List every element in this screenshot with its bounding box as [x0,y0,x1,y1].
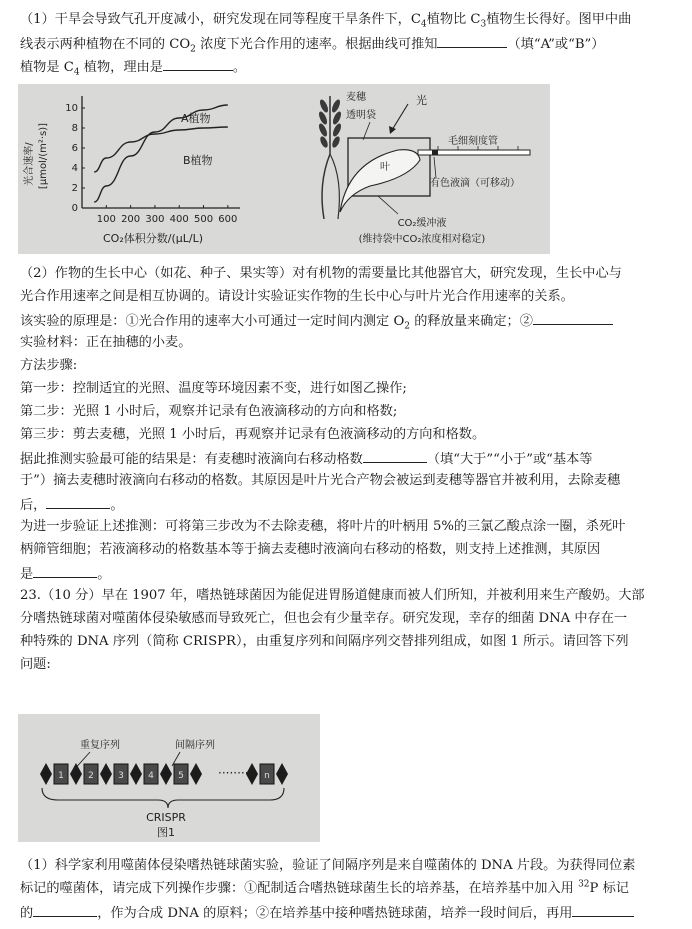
leaf-shape [340,150,420,212]
crispr-label: CRISPR [146,811,186,824]
capillary-label: 毛细刻度管 [448,136,498,147]
question-23-line1: 23.（10 分）早在 1907 年，嗜热链球菌因为能促进胃肠道健康而被人们所知，并被利用来生产酸奶。大部 [20,588,645,603]
question-part2-line12: 为进一步验证上述推测：可将第三步改为不去除麦穗，将叶片的叶柄用 5%的三氯乙酸点涂一圈，杀死叶 [20,519,626,534]
figure-crispr [18,714,320,842]
question-part2-line9: 据此推测实验最可能的结果是：有麦穗时液滴向右移动格数 （填“大于”“小于”或“基本等 [20,448,678,470]
answer-blank[interactable] [533,310,613,325]
bag-label: 透明袋 [346,110,376,121]
wheat-label: 麦穗 [346,92,366,103]
x-tick-label: 200 [121,214,141,225]
x-tick-label: 300 [145,214,165,225]
spacer-number: 2 [88,771,94,781]
y-tick-label: 4 [71,163,78,174]
y-tick-label: 8 [71,123,78,134]
answer-blank[interactable] [46,494,110,509]
question-part1-line2: 线表示两种植物在不同的 $CO_2$ 浓度下光合作用的速率。根据曲线可推知 （填“A”或“B”） [20,33,678,55]
light-label: 光 [416,94,427,107]
droplet-label: 有色液滴（可移动） [430,178,520,189]
crispr-brace [42,788,284,808]
repeat-sequence-diamond [40,763,52,785]
buffer-note: (维持袋中CO₂浓度相对稳定) [358,234,486,245]
question-part2-line5: 方法步骤: [20,358,78,373]
repeat-sequence-diamond [160,763,172,785]
y-axis-label-2: [μmol/(m²·s)] [38,122,49,190]
answer-blank[interactable] [437,33,507,48]
question-23-line4: 问题: [20,657,51,672]
colored-droplet [432,150,438,155]
repeat-label: 重复序列 [80,740,120,751]
repeat-sequence-diamond [130,763,142,785]
figure-caption: 图1 [157,826,175,839]
x-tick-label: 400 [169,214,189,225]
question-part2-line7: 第二步：光照 1 小时后，观察并记录有色液滴移动的方向和格数; [20,404,398,419]
spacer-number: 5 [178,771,184,781]
spacer-number: 3 [118,771,124,781]
question-23-part1-line3: 的 ，作为合成 DNA 的原料；②在培养基中接种嗜热链球菌，培养一段时间后，再用 [20,902,678,924]
question-23-line2: 分嗜热链球菌对噬菌体侵染敏感而导致死亡，但也会有少量幸存。研究发现，幸存的细菌 DNA 中存在一 [20,611,628,626]
y-tick-label: 10 [65,103,78,114]
y-tick-label: 0 [71,203,78,214]
answer-blank[interactable] [572,902,634,917]
buffer-label: CO₂缓冲液 [397,218,447,229]
x-tick-label: 500 [193,214,214,225]
x-tick-label: 100 [96,214,116,225]
repeat-sequence-diamond [70,763,82,785]
spacer-label: 间隔序列 [175,740,215,751]
curve-a-label: A植物 [181,112,211,125]
question-part2-line8: 第三步：剪去麦穗，光照 1 小时后，再观察并记录有色液滴移动的方向和格数。 [20,427,486,442]
question-part2-line13: 柄筛管细胞；若液滴移动的格数基本等于摘去麦穗时液滴向右移动的格数，则支持上述推测，其原因 [20,542,601,557]
spacer-number: 4 [148,771,154,781]
repeat-sequence-diamond [276,763,288,785]
question-part2-line1: （2）作物的生长中心（如花、种子、果实等）对有机物的需要量比其他器官大，研究发现，生长中心与 [20,266,622,281]
repeat-sequence-diamond [100,763,112,785]
spacer-number: n [264,771,270,781]
ellipsis-dots: ········· [218,766,253,780]
spacer-number: 1 [58,771,64,781]
photosynthesis-chart [22,96,240,245]
y-tick-label: 6 [71,143,78,154]
question-part2-line11: 后， 。 [20,494,678,516]
curve-b-label: B植物 [183,154,213,167]
x-tick-label: 600 [218,214,238,225]
y-axis-label-1: 光合速率/ [24,142,35,186]
x-axis-label: CO₂体积分数/(μL/L) [103,232,203,245]
apparatus-diagram [317,90,530,245]
wheat-ear-icon [317,96,342,219]
answer-blank[interactable] [33,563,97,578]
question-23-part1-line2: 标记的噬菌体，请完成下列操作步骤：①配制适合嗜热链球菌生长的培养基，在培养基中加入用 $^{32}$P 标记 [20,879,629,896]
crispr-svg [18,714,320,842]
question-part1-line1: （1）干旱会导致气孔开度减小，研究发现在同等程度干旱条件下，$C_4$植物比 $C_3$植物生长得好。图甲中曲 [20,12,632,30]
y-tick-label: 2 [71,183,78,194]
answer-blank[interactable] [33,902,97,917]
light-arrow-icon [392,104,408,130]
question-part2-line4: 实验材料：正在抽穗的小麦。 [20,335,192,350]
question-part2-line2: 光合作用速率之间是相互协调的。请设计实验证实作物的生长中心与叶片光合作用速率的关系。 [20,289,574,304]
answer-blank[interactable] [363,448,427,463]
repeat-sequence-diamond [190,763,202,785]
figure-photosynthesis [18,84,550,254]
question-part2-line14: 是 。 [20,563,678,585]
question-23-line3: 种特殊的 DNA 序列（简称 CRISPR），由重复序列和间隔序列交替排列组成，如图 1 所示。请回答下列 [20,634,629,649]
leaf-label: 叶 [380,162,390,173]
question-part1-line3: 植物是 $C_4$ 植物，理由是 。 [20,56,678,78]
question-23-part1-line1: （1）科学家利用噬菌体侵染嗜热链球菌实验，验证了间隔序列是来自噬菌体的 DNA 片段。为获得同位素 [20,858,636,873]
question-part2-line6: 第一步：控制适宜的光照、温度等环境因素不变，进行如图乙操作; [20,381,407,396]
figure-svg [18,84,550,254]
question-part2-line3: 该实验的原理是：①光合作用的速率大小可通过一定时间内测定 $O_2$ 的释放量来确定；② [20,310,678,332]
answer-blank[interactable] [163,56,233,71]
question-part2-line10: 于”）摘去麦穗时液滴向右移动的格数。其原因是叶片光合产物会被运到麦穗等器官并被利用，去除麦穗 [20,473,621,488]
